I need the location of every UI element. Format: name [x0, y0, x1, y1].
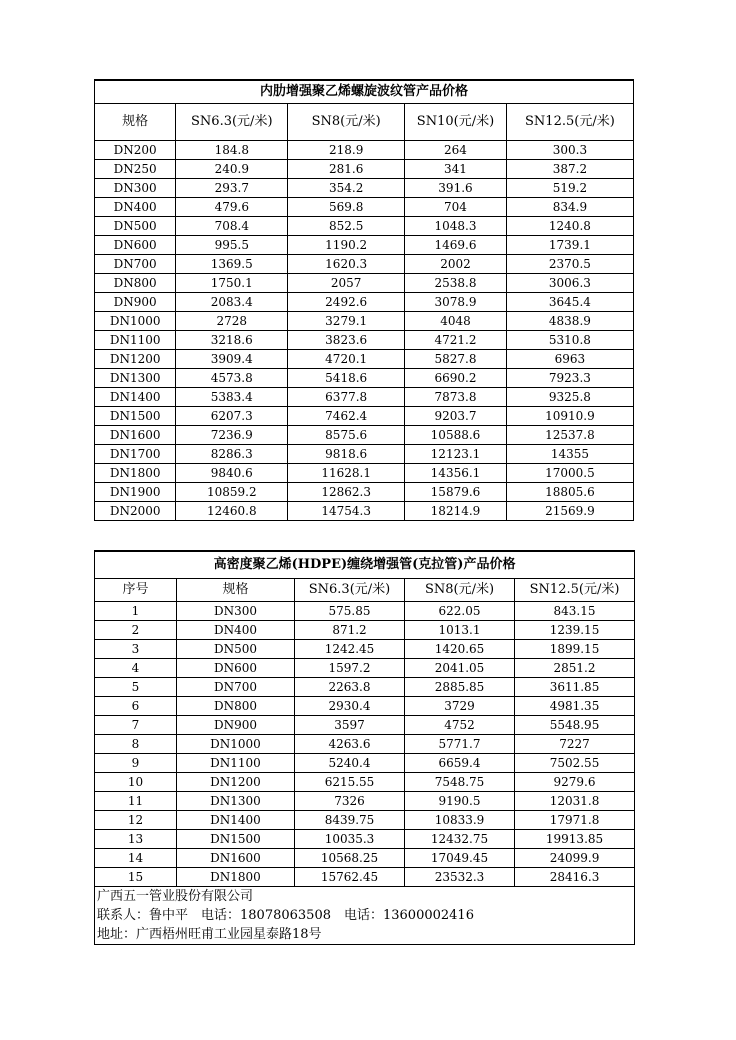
table2-cell: 7227	[515, 735, 635, 754]
table1-cell: DN2000	[95, 502, 176, 521]
table1-cell: DN1900	[95, 483, 176, 502]
table2-cell: 24099.9	[515, 849, 635, 868]
table-row	[95, 312, 634, 331]
table-row	[95, 350, 634, 369]
table-row	[95, 369, 634, 388]
table-row	[95, 716, 635, 735]
table-row	[95, 502, 634, 521]
table1-cell: 519.2	[506, 179, 633, 198]
table1-cell: DN200	[95, 141, 176, 160]
table2-cell: 10	[95, 773, 177, 792]
table2-cell: DN700	[177, 678, 295, 697]
table1-cell: 1190.2	[288, 236, 405, 255]
table1-cell: 354.2	[288, 179, 405, 198]
table1-cell: 6207.3	[176, 407, 288, 426]
table-row	[95, 792, 635, 811]
table1-cell: DN700	[95, 255, 176, 274]
table1-cell: 15879.6	[405, 483, 507, 502]
table1-cell: DN300	[95, 179, 176, 198]
table2-cell: 1013.1	[405, 621, 515, 640]
table1-cell: DN1700	[95, 445, 176, 464]
table1-cell: 12537.8	[506, 426, 633, 445]
table2-cell: DN1400	[177, 811, 295, 830]
table1-cell: 3279.1	[288, 312, 405, 331]
table2-cell: 10568.25	[295, 849, 405, 868]
table2-cell: 4263.6	[295, 735, 405, 754]
table1-cell: 852.5	[288, 217, 405, 236]
table1-cell: 264	[405, 141, 507, 160]
table1-cell: 391.6	[405, 179, 507, 198]
table2-cell: 1597.2	[295, 659, 405, 678]
table2-cell: 11	[95, 792, 177, 811]
table1-cell: DN900	[95, 293, 176, 312]
table1-cell: 21569.9	[506, 502, 633, 521]
contact-info: 联系人：鲁中平 电话：18078063508 电话：13600002416	[95, 906, 635, 925]
table2-cell: 12031.8	[515, 792, 635, 811]
table2-header-sn6-3: SN6.3(元/米)	[295, 579, 405, 602]
table1-cell: 293.7	[176, 179, 288, 198]
table-row	[95, 773, 635, 792]
table2-cell: DN1800	[177, 868, 295, 887]
table2-cell: 1242.45	[295, 640, 405, 659]
table2-cell: DN1600	[177, 849, 295, 868]
table1-cell: 3823.6	[288, 331, 405, 350]
table1-cell: 5383.4	[176, 388, 288, 407]
table1-header-sn10: SN10(元/米)	[405, 104, 507, 141]
table1-cell: 4720.1	[288, 350, 405, 369]
table2-cell: 6215.55	[295, 773, 405, 792]
table2-cell: 2	[95, 621, 177, 640]
table1-header-spec: 规格	[95, 104, 176, 141]
table1-cell: 10859.2	[176, 483, 288, 502]
table2-cell: 7502.55	[515, 754, 635, 773]
table2-cell: 4	[95, 659, 177, 678]
table2-cell: 12	[95, 811, 177, 830]
table1-cell: DN1000	[95, 312, 176, 331]
table1-cell: 240.9	[176, 160, 288, 179]
table2-cell: 2930.4	[295, 697, 405, 716]
table-row	[95, 830, 635, 849]
table-row	[95, 659, 635, 678]
table1-cell: 1750.1	[176, 274, 288, 293]
company-address: 地址：广西梧州旺甫工业园星泰路18号	[95, 925, 635, 945]
table2-cell: 843.15	[515, 602, 635, 621]
table1-cell: DN1600	[95, 426, 176, 445]
table1-cell: 14754.3	[288, 502, 405, 521]
table2-cell: DN1000	[177, 735, 295, 754]
table2-cell: 871.2	[295, 621, 405, 640]
table-row	[95, 426, 634, 445]
table2-cell: 2041.05	[405, 659, 515, 678]
table1-cell: 3078.9	[405, 293, 507, 312]
table1-cell: 8286.3	[176, 445, 288, 464]
table1-cell: 7873.8	[405, 388, 507, 407]
table1-cell: 1048.3	[405, 217, 507, 236]
table-row	[95, 697, 635, 716]
table2-cell: 1	[95, 602, 177, 621]
table2-header-index: 序号	[95, 579, 177, 602]
table1-cell: 14355	[506, 445, 633, 464]
spiral-pipe-price-table	[94, 79, 634, 521]
table2-cell: 9190.5	[405, 792, 515, 811]
table-row	[95, 602, 635, 621]
table2-cell: DN900	[177, 716, 295, 735]
table-row	[95, 445, 634, 464]
table2-cell: DN500	[177, 640, 295, 659]
table2-cell: 5771.7	[405, 735, 515, 754]
table1-cell: 4048	[405, 312, 507, 331]
table2-cell: 14	[95, 849, 177, 868]
table1-cell: 569.8	[288, 198, 405, 217]
table1-cell: DN1300	[95, 369, 176, 388]
table1-cell: 6690.2	[405, 369, 507, 388]
table-row	[95, 236, 634, 255]
table2-cell: 2263.8	[295, 678, 405, 697]
table1-cell: 1240.8	[506, 217, 633, 236]
table2-cell: 10035.3	[295, 830, 405, 849]
table1-cell: 2492.6	[288, 293, 405, 312]
table2-cell: DN300	[177, 602, 295, 621]
table1-cell: 387.2	[506, 160, 633, 179]
table1-cell: DN600	[95, 236, 176, 255]
table2-cell: DN400	[177, 621, 295, 640]
table-row	[95, 274, 634, 293]
table1-cell: 2057	[288, 274, 405, 293]
table1-cell: 834.9	[506, 198, 633, 217]
table2-cell: 17049.45	[405, 849, 515, 868]
table2-cell: 1239.15	[515, 621, 635, 640]
table1-cell: DN1100	[95, 331, 176, 350]
table1-header-sn8: SN8(元/米)	[288, 104, 405, 141]
table2-cell: DN1300	[177, 792, 295, 811]
table2-cell: DN1100	[177, 754, 295, 773]
table-row	[95, 735, 635, 754]
table2-cell: 8	[95, 735, 177, 754]
table2-cell: 15	[95, 868, 177, 887]
table2-title: 高密度聚乙烯(HDPE)缠绕增强管(克拉管)产品价格	[95, 551, 635, 579]
table-row	[95, 293, 634, 312]
table2-cell: DN800	[177, 697, 295, 716]
table1-header-sn12-5: SN12.5(元/米)	[506, 104, 633, 141]
table1-cell: DN1400	[95, 388, 176, 407]
table1-cell: 14356.1	[405, 464, 507, 483]
table1-cell: DN800	[95, 274, 176, 293]
table2-cell: 12432.75	[405, 830, 515, 849]
table1-cell: 5310.8	[506, 331, 633, 350]
table2-cell: 5548.95	[515, 716, 635, 735]
table2-header-sn8: SN8(元/米)	[405, 579, 515, 602]
table2-cell: 9	[95, 754, 177, 773]
table1-cell: 12460.8	[176, 502, 288, 521]
table1-cell: 281.6	[288, 160, 405, 179]
table2-cell: 19913.85	[515, 830, 635, 849]
table-row	[95, 483, 634, 502]
table1-cell: 5827.8	[405, 350, 507, 369]
table1-cell: 7236.9	[176, 426, 288, 445]
table2-cell: 3611.85	[515, 678, 635, 697]
table1-cell: 9203.7	[405, 407, 507, 426]
table-row	[95, 160, 634, 179]
table-row	[95, 198, 634, 217]
table1-cell: DN250	[95, 160, 176, 179]
table1-cell: 11628.1	[288, 464, 405, 483]
table2-cell: DN1200	[177, 773, 295, 792]
table1-cell: 1739.1	[506, 236, 633, 255]
table1-cell: 8575.6	[288, 426, 405, 445]
table-row	[95, 678, 635, 697]
table-row	[95, 868, 635, 887]
table1-cell: DN1200	[95, 350, 176, 369]
table1-cell: 2083.4	[176, 293, 288, 312]
table2-cell: 3	[95, 640, 177, 659]
table1-cell: 184.8	[176, 141, 288, 160]
table1-cell: 9840.6	[176, 464, 288, 483]
table-row	[95, 811, 635, 830]
table1-cell: DN400	[95, 198, 176, 217]
table2-cell: 4981.35	[515, 697, 635, 716]
table1-cell: 7923.3	[506, 369, 633, 388]
table1-cell: 3218.6	[176, 331, 288, 350]
table2-cell: 2851.2	[515, 659, 635, 678]
table1-header-sn6-3: SN6.3(元/米)	[176, 104, 288, 141]
table-row	[95, 179, 634, 198]
table2-cell: 7548.75	[405, 773, 515, 792]
table-row	[95, 255, 634, 274]
table2-cell: 10833.9	[405, 811, 515, 830]
table1-cell: 9325.8	[506, 388, 633, 407]
table2-cell: 7	[95, 716, 177, 735]
table-row	[95, 407, 634, 426]
table2-cell: 1420.65	[405, 640, 515, 659]
table1-cell: 18214.9	[405, 502, 507, 521]
table2-cell: 6659.4	[405, 754, 515, 773]
table2-cell: 6	[95, 697, 177, 716]
table1-cell: DN500	[95, 217, 176, 236]
table1-cell: 10588.6	[405, 426, 507, 445]
hdpe-winding-pipe-price-table	[94, 550, 635, 945]
table2-cell: 5240.4	[295, 754, 405, 773]
table1-cell: 995.5	[176, 236, 288, 255]
table1-cell: 704	[405, 198, 507, 217]
table1-cell: DN1500	[95, 407, 176, 426]
table1-cell: DN1800	[95, 464, 176, 483]
table1-cell: 5418.6	[288, 369, 405, 388]
table-row	[95, 217, 634, 236]
table1-cell: 218.9	[288, 141, 405, 160]
table2-cell: DN600	[177, 659, 295, 678]
table1-cell: 4573.8	[176, 369, 288, 388]
table1-cell: 3006.3	[506, 274, 633, 293]
table2-cell: 15762.45	[295, 868, 405, 887]
table2-cell: 9279.6	[515, 773, 635, 792]
table1-cell: 4721.2	[405, 331, 507, 350]
table1-cell: 341	[405, 160, 507, 179]
table2-cell: 28416.3	[515, 868, 635, 887]
table2-cell: 5	[95, 678, 177, 697]
table2-cell: 7326	[295, 792, 405, 811]
table1-cell: 2370.5	[506, 255, 633, 274]
table1-cell: 12123.1	[405, 445, 507, 464]
table1-cell: 708.4	[176, 217, 288, 236]
table-row	[95, 331, 634, 350]
table2-cell: 3597	[295, 716, 405, 735]
table-row	[95, 388, 634, 407]
table2-cell: 1899.15	[515, 640, 635, 659]
company-name: 广西五一管业股份有限公司	[95, 887, 635, 907]
table-row	[95, 141, 634, 160]
table1-cell: 9818.6	[288, 445, 405, 464]
table1-cell: 1469.6	[405, 236, 507, 255]
table-row	[95, 640, 635, 659]
table-row	[95, 464, 634, 483]
table1-cell: 2728	[176, 312, 288, 331]
table-row	[95, 621, 635, 640]
table-row	[95, 849, 635, 868]
table2-cell: 23532.3	[405, 868, 515, 887]
table2-header-sn12-5: SN12.5(元/米)	[515, 579, 635, 602]
table1-cell: 18805.6	[506, 483, 633, 502]
table1-cell: 6377.8	[288, 388, 405, 407]
table1-cell: 2538.8	[405, 274, 507, 293]
table1-cell: 7462.4	[288, 407, 405, 426]
table2-cell: 4752	[405, 716, 515, 735]
table1-cell: 17000.5	[506, 464, 633, 483]
table2-cell: 575.85	[295, 602, 405, 621]
table1-cell: 300.3	[506, 141, 633, 160]
table1-cell: 12862.3	[288, 483, 405, 502]
table2-cell: 8439.75	[295, 811, 405, 830]
table1-cell: 6963	[506, 350, 633, 369]
table2-cell: 17971.8	[515, 811, 635, 830]
table1-title: 内肋增强聚乙烯螺旋波纹管产品价格	[95, 80, 634, 104]
table2-cell: DN1500	[177, 830, 295, 849]
table2-cell: 13	[95, 830, 177, 849]
table2-cell: 3729	[405, 697, 515, 716]
table1-cell: 479.6	[176, 198, 288, 217]
table1-cell: 2002	[405, 255, 507, 274]
table1-cell: 3909.4	[176, 350, 288, 369]
table1-cell: 4838.9	[506, 312, 633, 331]
table1-cell: 1369.5	[176, 255, 288, 274]
table1-cell: 10910.9	[506, 407, 633, 426]
table2-cell: 2885.85	[405, 678, 515, 697]
table-row	[95, 754, 635, 773]
table1-cell: 1620.3	[288, 255, 405, 274]
table2-header-spec: 规格	[177, 579, 295, 602]
table1-cell: 3645.4	[506, 293, 633, 312]
table2-cell: 622.05	[405, 602, 515, 621]
